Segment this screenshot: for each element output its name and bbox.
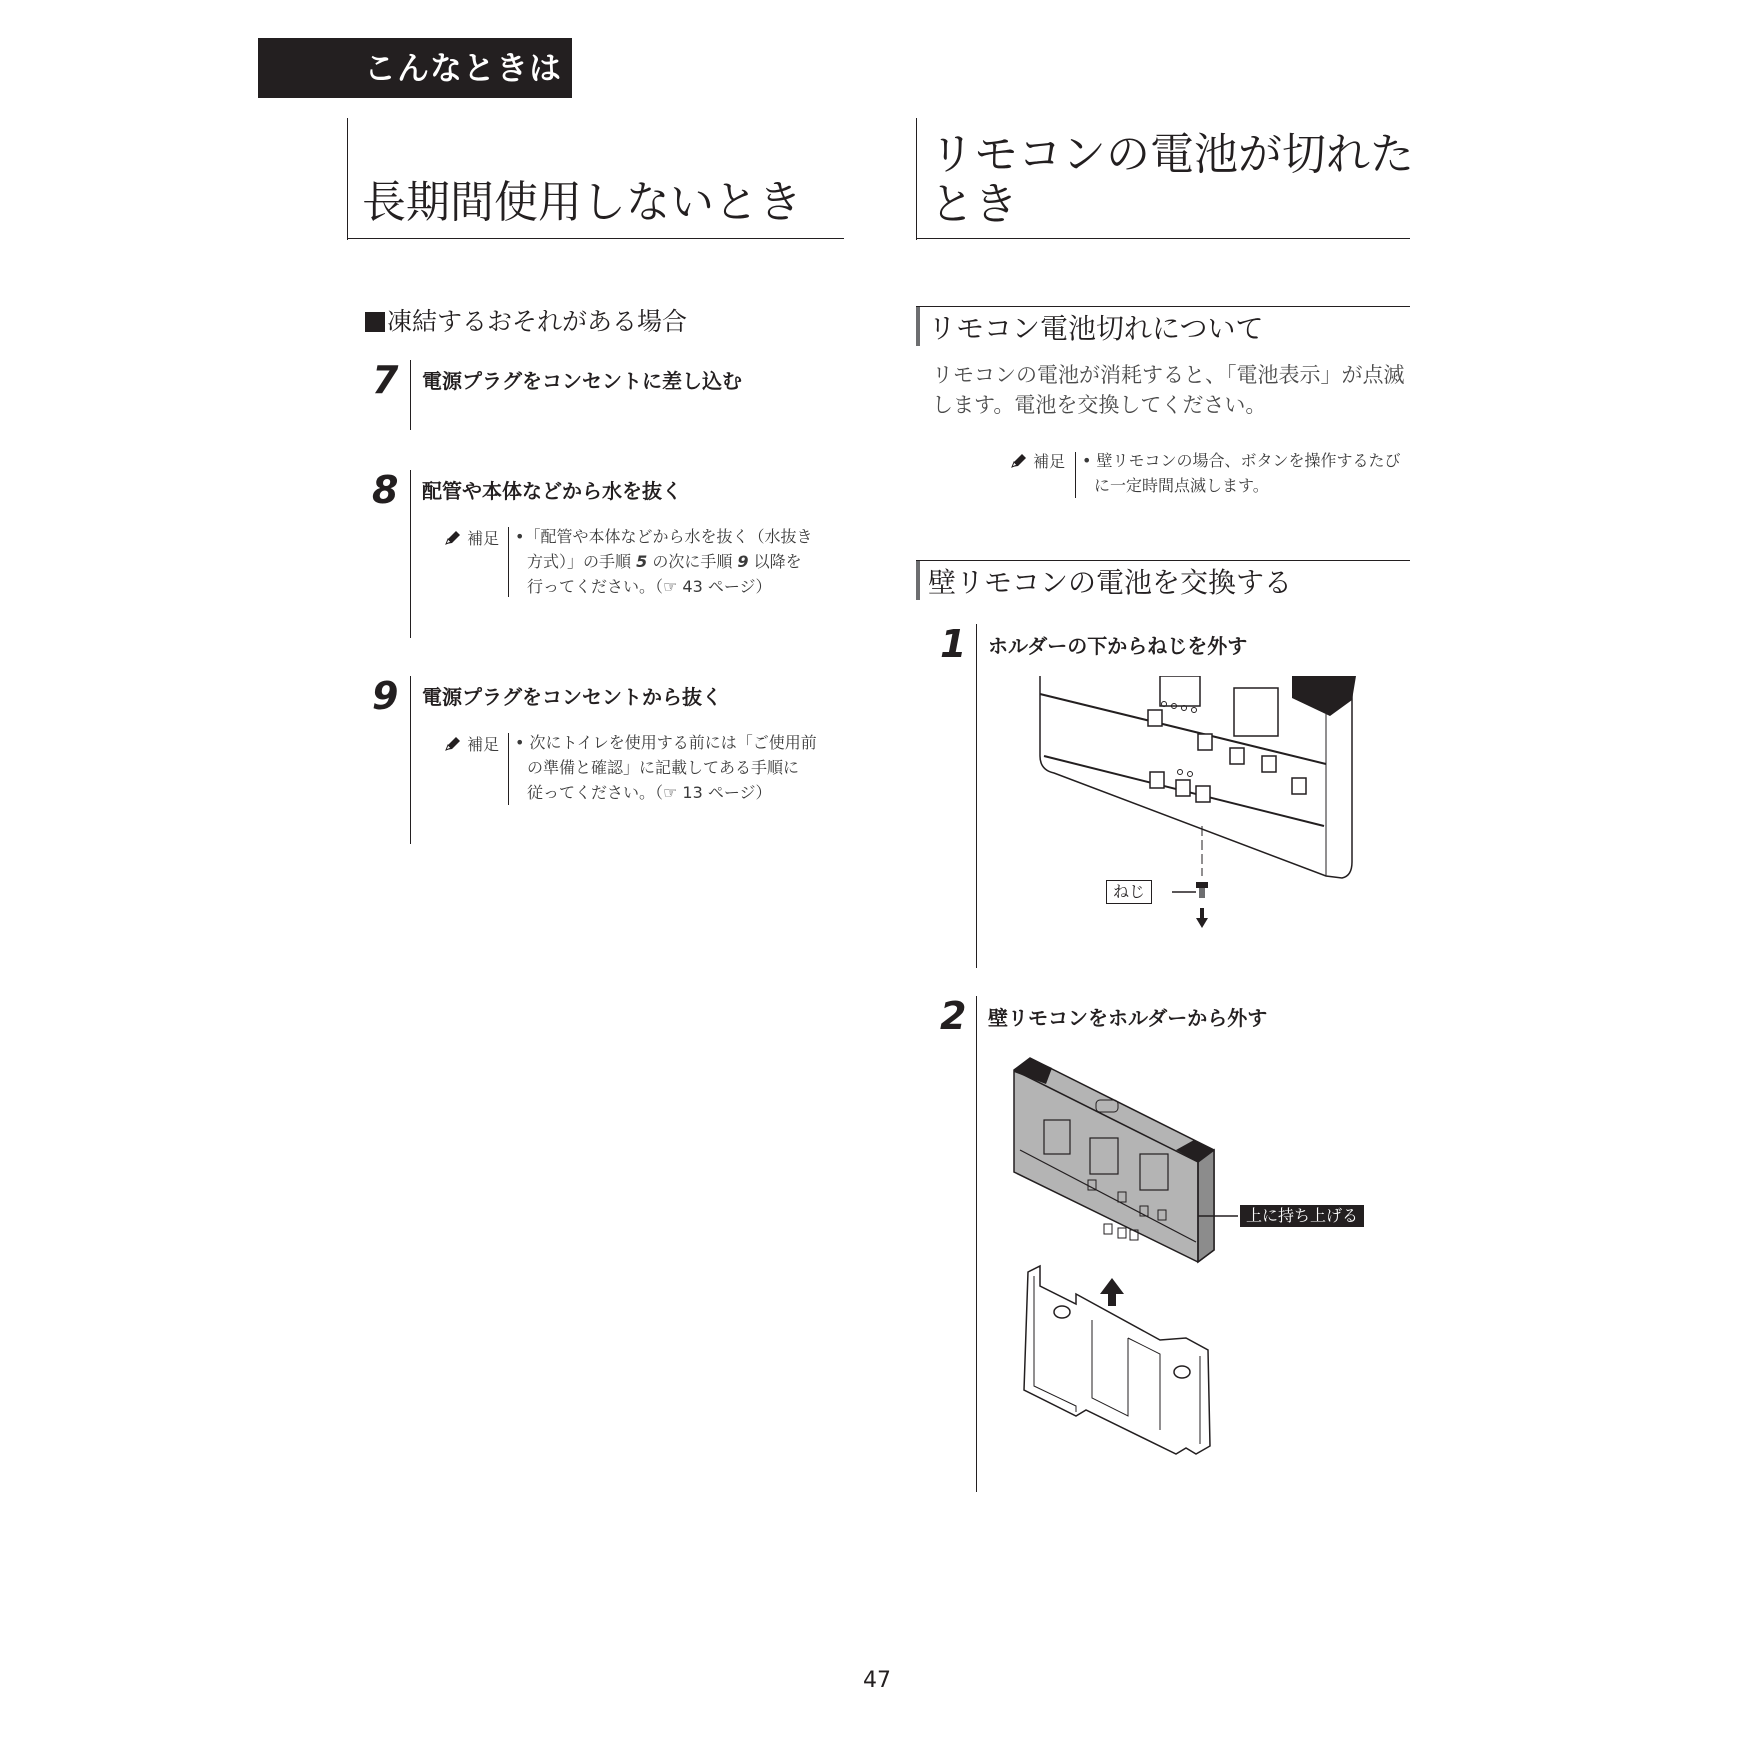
- note-body: [515, 524, 812, 599]
- section-rule: [916, 306, 1410, 307]
- step-text: ホルダーの下からねじを外す: [988, 634, 1248, 658]
- section-heading: 壁リモコンの電池を交換する: [928, 566, 1293, 599]
- page-title-right: [930, 130, 1414, 230]
- note-line: • 壁リモコンの場合、ボタンを操作するたび: [1082, 451, 1401, 470]
- section-bar: [916, 306, 920, 346]
- title-line: リモコンの電池が切れた: [930, 129, 1414, 180]
- title-right-bracket: [916, 118, 917, 240]
- note-divider: [1075, 452, 1076, 498]
- note-label-text: 補足: [1033, 452, 1066, 471]
- body-line: リモコンの電池が消耗すると、「電池表示」が点滅: [932, 363, 1405, 387]
- step-rule: [410, 676, 411, 844]
- note-divider: [508, 527, 509, 597]
- step-number: 9: [372, 674, 399, 718]
- step-text: 電源プラグをコンセントに差し込む: [422, 369, 742, 393]
- note-line: に一定時間点滅します。: [1094, 476, 1269, 495]
- note-line: • 次にトイレを使用する前には「ご使用前: [515, 733, 817, 752]
- step-number: 2: [940, 994, 967, 1038]
- section-bar: [916, 560, 920, 600]
- page-title-left: 長期間使用しないとき: [362, 177, 802, 228]
- step-rule: [976, 624, 977, 968]
- note-body: [515, 730, 817, 805]
- note-label: [444, 527, 499, 551]
- step-text: 電源プラグをコンセントから抜く: [422, 685, 722, 709]
- note-label-text: 補足: [467, 735, 500, 754]
- remote-underside-illustration: [1030, 676, 1360, 938]
- body-text: [932, 360, 1405, 420]
- note-label: [444, 733, 499, 757]
- step-text: 配管や本体などから水を抜く: [422, 479, 682, 503]
- note-line: •「配管や本体などから水を抜く（水抜き: [515, 527, 813, 546]
- section-rule: [916, 560, 1410, 561]
- pencil-icon: [444, 530, 462, 546]
- note-label: [1010, 450, 1065, 474]
- title-left-bracket: [347, 118, 348, 240]
- title-underline: [347, 238, 844, 239]
- note-label-text: 補足: [467, 529, 500, 548]
- lift-up-callout: 上に持ち上げる: [1240, 1205, 1364, 1227]
- pencil-icon: [1010, 453, 1028, 469]
- subheading-text: 凍結するおそれがある場合: [387, 307, 688, 336]
- step-rule: [976, 996, 977, 1492]
- body-line: します。電池を交換してください。: [932, 393, 1267, 417]
- subheading: [365, 302, 687, 338]
- note-line: 従ってください。（☞ 13 ページ）: [527, 783, 772, 802]
- step-rule: [410, 470, 411, 638]
- note-body: [1082, 448, 1401, 498]
- chapter-tab: [258, 38, 572, 98]
- screw-callout: ねじ: [1106, 880, 1152, 904]
- page-number: 47: [863, 1668, 891, 1693]
- step-number: 1: [940, 622, 967, 666]
- chapter-tab-label: こんなときは: [364, 49, 563, 87]
- step-rule: [410, 360, 411, 430]
- step-text: 壁リモコンをホルダーから外す: [988, 1006, 1268, 1030]
- remote-removal-illustration: [1000, 1050, 1240, 1470]
- title-underline: [916, 238, 1410, 239]
- square-bullet-icon: [365, 312, 385, 332]
- pencil-icon: [444, 736, 462, 752]
- note-line: 方式）」の手順 5 の次に手順 9 以降を: [527, 552, 802, 571]
- step-number: 7: [372, 358, 399, 402]
- title-line: とき: [930, 179, 1018, 230]
- section-heading: リモコン電池切れについて: [928, 312, 1264, 345]
- note-line: の準備と確認」に記載してある手順に: [527, 758, 800, 777]
- step-number: 8: [372, 468, 399, 512]
- note-divider: [508, 733, 509, 805]
- note-line: 行ってください。（☞ 43 ページ）: [527, 577, 772, 596]
